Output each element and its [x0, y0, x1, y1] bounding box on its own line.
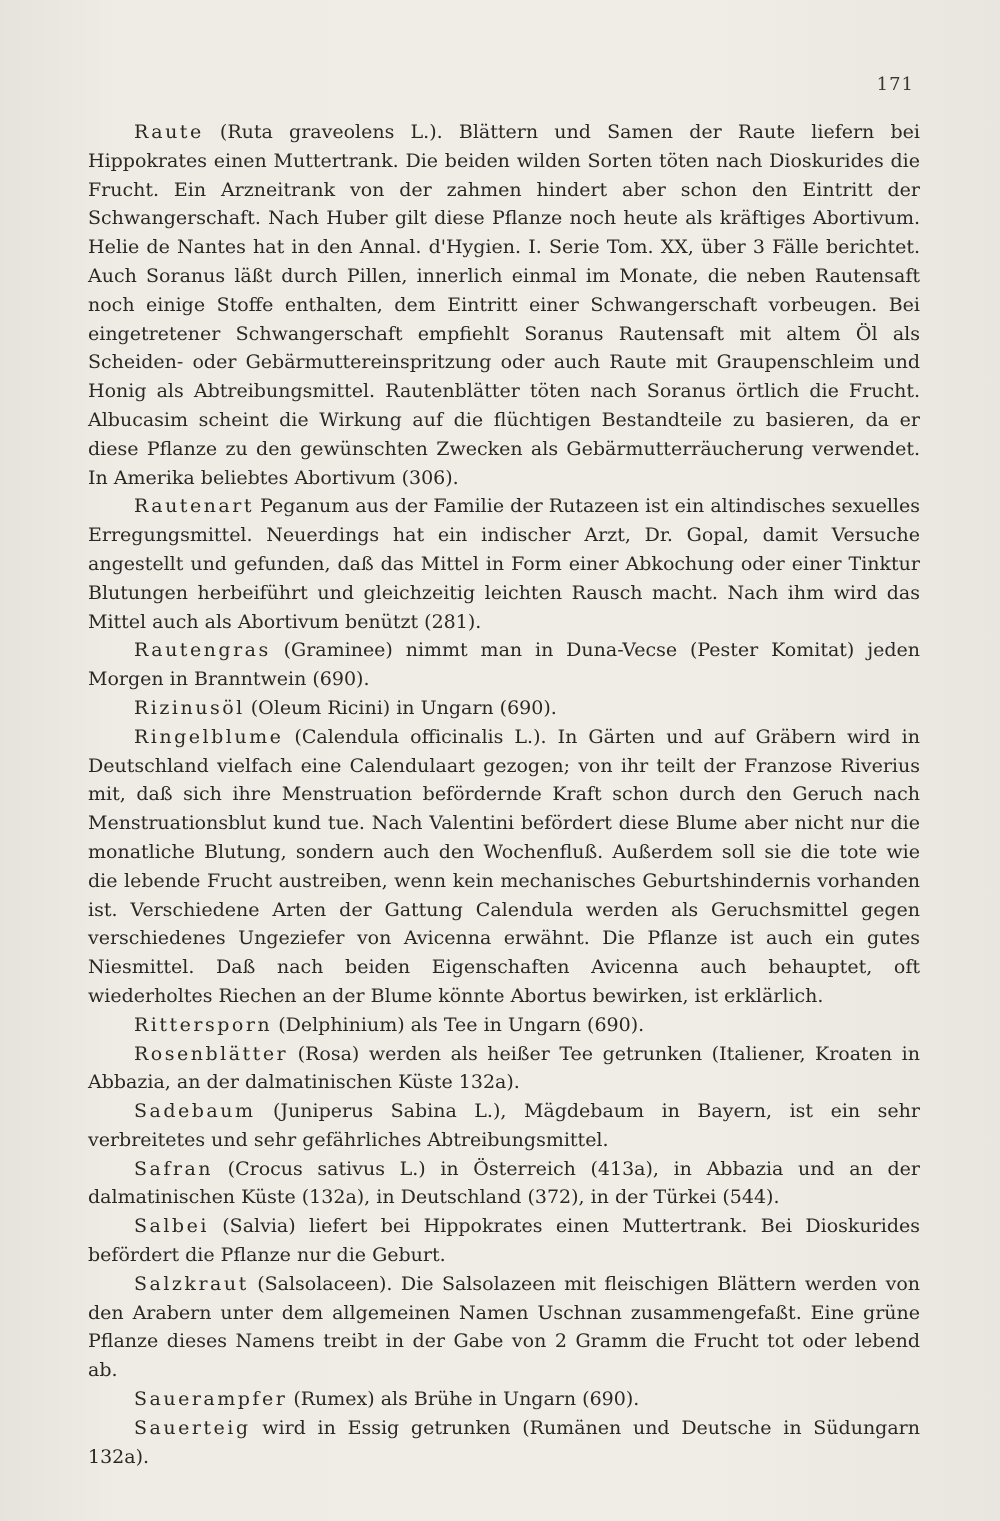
- entry-rautenart: [88, 492, 920, 636]
- entry-term: Sauerteig: [134, 1416, 251, 1439]
- entry-salbei: [88, 1212, 920, 1270]
- entry-rosenblaetter: [88, 1040, 920, 1098]
- entry-text: Peganum aus der Familie der Rutazeen ist ein altindisches sexuelles Erregungsmittel. Neuerdings hat ein indischer Arzt, Dr. Gopal, damit Versuche angestellt und gefunden, daß das Mittel in Form einer Abkochung oder einer Tinktur Blutungen herbeiführt und gleichzeitig leichten Rausch macht. Nach ihm wird das Mittel auch als Abortivum benützt (281).: [88, 495, 920, 633]
- entry-salzkraut: [88, 1270, 920, 1385]
- entry-text: (Calendula officinalis L.). In Gärten und auf Gräbern wird in Deutschland vielfach eine Calendulaart gezogen; von ihr teilt der Franzose Riverius mit, daß sich ihre Menstruation befördernde Kraft schon durch den Geruch nach Menstruationsblut kund tue. Nach Valentini befördert diese Blume aber nicht nur die monatliche Blutung, sondern auch den Wochenfluß. Außerdem soll sie die tote wie die lebende Frucht austreiben, wenn kein mechanisches Geburtshindernis vorhanden ist. Verschiedene Arten der Gattung Calendula werden als Geruchsmittel gegen verschiedenes Ungeziefer von Avicenna erwähnt. Die Pflanze ist auch ein gutes Niesmittel. Daß nach beiden Eigenschaften Avicenna auch behauptet, oft wiederholtes Riechen an der Blume könnte Abortus bewirken, ist erklärlich.: [88, 725, 920, 1007]
- entry-term: Rittersporn: [134, 1013, 273, 1036]
- entry-term: Sauerampfer: [134, 1388, 288, 1411]
- entry-text: (Ruta graveolens L.). Blättern und Samen der Raute liefern bei Hippokrates einen Muttertrank. Die beiden wilden Sorten töten nach Dioskurides die Frucht. Ein Arzneitrank von der zahmen hindert aber schon den Eintritt der Schwangerschaft. Nach Huber gilt diese Pflanze noch heute als kräftiges Abortivum. Helie de Nantes hat in den Annal. d'Hygien. I. Serie Tom. XX, über 3 Fälle berichtet. Auch Soranus läßt durch Pillen, innerlich einmal im Monate, die neben Rautensaft noch einige Stoffe enthalten, dem Eintritt einer Schwangerschaft vorbeugen. Bei eingetretener Schwangerschaft empfiehlt Soranus Rautensaft mit altem Öl als Scheiden- oder Gebärmuttereinspritzung oder auch Raute mit Graupenschleim und Honig als Abtreibungsmittel. Rautenblätter töten nach Soranus örtlich die Frucht. Albucasim scheint die Wirkung auf die flüchtigen Bestandteile zu basieren, da er diese Pflanze zu den gewünschten Zwecken als Gebärmutterräucherung verwendet. In Amerika beliebtes Abortivum (306).: [88, 121, 920, 489]
- page-body: [88, 118, 920, 1471]
- entry-text: (Delphinium) als Tee in Ungarn (690).: [272, 1013, 645, 1036]
- page-number: 171: [876, 74, 914, 95]
- entry-term: Ringelblume: [134, 725, 284, 748]
- entry-term: Rautenart: [134, 495, 254, 518]
- entry-rautengras: [88, 636, 920, 694]
- entry-term: Salbei: [134, 1215, 209, 1238]
- entry-text: (Graminee) nimmt man in Duna-Vecse (Pester Komitat) jeden Morgen in Branntwein (690).: [88, 639, 920, 691]
- entry-text: wird in Essig getrunken (Rumänen und Deutsche in Südungarn 132a).: [88, 1416, 920, 1468]
- entry-term: Safran: [134, 1157, 214, 1180]
- entry-ringelblume: [88, 723, 920, 1011]
- entry-rittersporn: [88, 1011, 920, 1040]
- entry-text: (Salvia) liefert bei Hippokrates einen Muttertrank. Bei Dioskurides befördert die Pflanze nur die Geburt.: [88, 1215, 920, 1267]
- entry-text: (Rumex) als Brühe in Ungarn (690).: [287, 1388, 640, 1411]
- entry-term: Rautengras: [134, 639, 271, 662]
- entry-term: Rosenblätter: [134, 1042, 289, 1065]
- entry-text: (Salsolaceen). Die Salsolazeen mit fleischigen Blättern werden von den Arabern unter dem allgemeinen Namen Uschnan zusammengefaßt. Eine grüne Pflanze dieses Namens treibt in der Gabe von 2 Gramm die Frucht tot oder lebend ab.: [88, 1272, 920, 1382]
- entry-term: Salzkraut: [134, 1272, 249, 1295]
- entry-text: (Rosa) werden als heißer Tee getrunken (Italiener, Kroaten in Abbazia, an der dalmatinischen Küste 132a).: [88, 1042, 920, 1094]
- entry-term: Rizinusöl: [134, 696, 245, 719]
- entry-text: (Crocus sativus L.) in Österreich (413a), in Abbazia und an der dalmatinischen Küste (132a), in Deutschland (372), in der Türkei (544).: [88, 1157, 920, 1209]
- entry-sadebaum: [88, 1097, 920, 1155]
- entry-safran: [88, 1155, 920, 1213]
- entry-sauerteig: [88, 1414, 920, 1472]
- entry-text: (Juniperus Sabina L.), Mägdebaum in Bayern, ist ein sehr verbreitetes und sehr gefährliches Abtreibungsmittel.: [88, 1100, 920, 1151]
- entry-text: (Oleum Ricini) in Ungarn (690).: [244, 696, 557, 719]
- entry-raute: [88, 118, 920, 492]
- entry-term: Raute: [134, 121, 204, 143]
- entry-sauerampfer: [88, 1385, 920, 1414]
- entry-term: Sadebaum: [134, 1100, 256, 1123]
- entry-rizinusoel: [88, 694, 920, 723]
